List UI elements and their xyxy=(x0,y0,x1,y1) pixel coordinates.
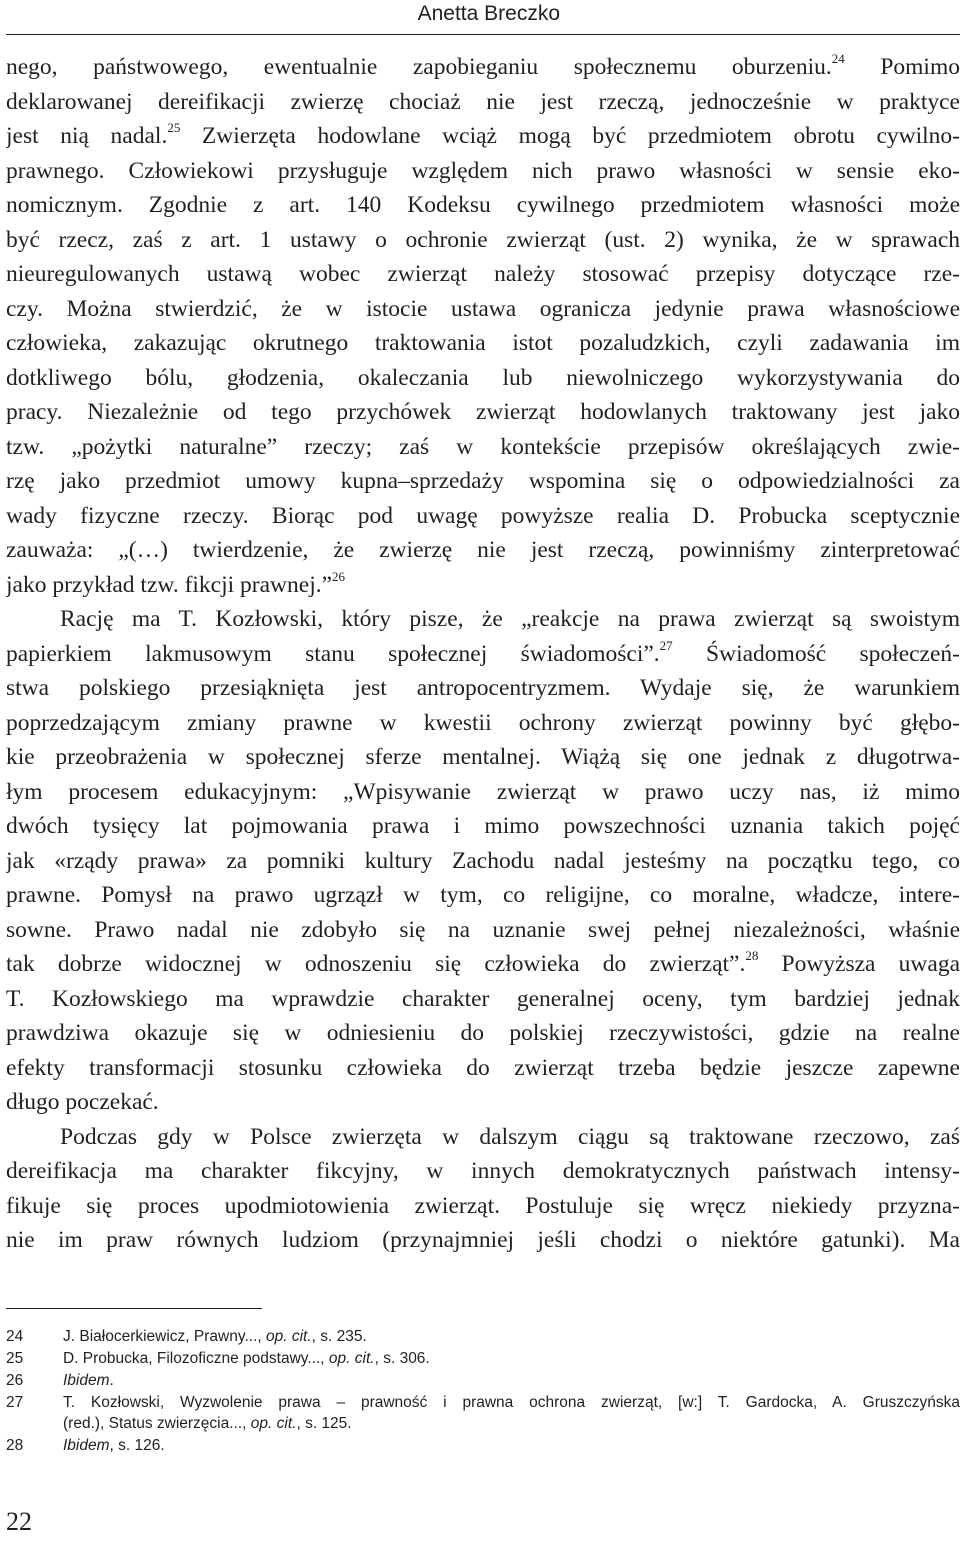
body-line-text: dotkliwego bólu, głodzenia, okaleczania lub niewolniczego wykorzystywania do xyxy=(6,364,960,391)
body-line xyxy=(6,913,960,948)
body-line-text: fikuje się proces upodmiotowienia zwierząt. Postuluje się wręcz niekiedy przyzna- xyxy=(6,1192,960,1219)
footnote-item xyxy=(6,1326,960,1347)
header-rule xyxy=(6,34,960,35)
body-line-text: czy. Można stwierdzić, że w istocie ustawa ogranicza jedynie prawa własnościowe xyxy=(6,295,960,322)
footnote-item xyxy=(6,1435,960,1456)
body-line xyxy=(6,706,960,741)
body-line-text: efekty transformacji stosunku człowieka do zwierząt trzeba będzie jeszcze zapewne xyxy=(6,1054,960,1081)
footnote-reference: 28 xyxy=(745,948,759,964)
footnote-text xyxy=(63,1348,960,1369)
running-head-author: Anetta Breczko xyxy=(417,2,560,25)
body-line xyxy=(6,326,960,361)
body-line-text: papierkiem lakmusowym stanu społecznej świadomości”. xyxy=(6,640,660,667)
body-line xyxy=(6,50,960,85)
body-line-text: Podczas gdy w Polsce zwierzęta w dalszym ciągu są traktowane rzeczowo, zaś xyxy=(60,1123,960,1150)
body-line-text: wady fizyczne rzeczy. Biorąc pod uwagę powyższe realia D. Probucka sceptycznie xyxy=(6,502,960,529)
body-line-text: tak dobrze widocznej w odnoszeniu się człowieka do zwierząt”. xyxy=(6,951,746,977)
body-line-text: T. Kozłowskiego ma wprawdzie charakter generalnej oceny, tym bardziej jednak xyxy=(6,985,960,1012)
body-line-text: tzw. „pożytki naturalne” rzeczy; zaś w kontekście przepisów określających zwie- xyxy=(6,433,960,460)
page-number: 22 xyxy=(6,1507,32,1536)
body-line-text-after: Świadomość społeczeń- xyxy=(672,640,960,667)
body-line-text: nomicznym. Zgodnie z art. 140 Kodeksu cywilnego przedmiotem własności może xyxy=(6,192,960,218)
body-line xyxy=(6,464,960,499)
body-line xyxy=(6,1120,960,1155)
body-line xyxy=(6,602,960,637)
body-line-text: Rację ma T. Kozłowski, który pisze, że „reakcje na prawa zwierząt są swoistym xyxy=(60,606,960,632)
body-line-text: kie przeobrażenia w społecznej sferze mentalnej. Wiążą się one jednak z długotrwa- xyxy=(6,744,960,770)
body-line xyxy=(6,119,960,154)
body-line-text: dereifikacja ma charakter fikcyjny, w innych demokratycznych państwach intensy- xyxy=(6,1158,960,1184)
body-line-text: pracy. Niezależnie od tego przychówek zwierząt hodowlanych traktowany jest jako xyxy=(6,399,960,425)
body-line-text: prawdziwa okazuje się w odniesieniu do polskiej rzeczywistości, gdzie na realne xyxy=(6,1020,960,1046)
body-line-text-after: Powyższa uwaga xyxy=(758,951,960,977)
body-line xyxy=(6,85,960,120)
footnote-text xyxy=(63,1326,960,1347)
footnote-item xyxy=(6,1370,960,1391)
footnotes xyxy=(6,1326,960,1457)
body-line-text: deklarowanej dereifikacji zwierzę chociaż nie jest rzeczą, jednocześnie w praktyce xyxy=(6,88,960,115)
body-line-text-after: Pomimo xyxy=(844,54,960,80)
body-line xyxy=(6,775,960,810)
body-line-text: jako przykład tzw. fikcji prawnej.” xyxy=(6,571,333,598)
body-line xyxy=(6,188,960,223)
body-line xyxy=(6,292,960,327)
body-line-text: nego, państwowego, ewentualnie zapobieganiu społecznemu oburzeniu. xyxy=(6,54,832,80)
footnote-item xyxy=(6,1392,960,1434)
body-line-text: prawnego. Człowiekowi przysługuje względem nich prawo własności w sensie eko- xyxy=(6,157,960,184)
body-line xyxy=(6,637,960,672)
body-line xyxy=(6,947,960,982)
body-line xyxy=(6,499,960,534)
body-line-text: jest nią nadal. xyxy=(6,123,168,149)
body-line-text: stwa polskiego przesiąknięta jest antropocentryzmem. Wydaje się, że warunkiem xyxy=(6,675,960,701)
footnote-item xyxy=(6,1348,960,1369)
body-line xyxy=(6,154,960,189)
body-line-text: prawne. Pomysł na prawo ugrzązł w tym, co religijne, co moralne, władcze, intere- xyxy=(6,882,960,908)
footnote-reference: 24 xyxy=(831,51,845,67)
body-line-text: rzę jako przedmiot umowy kupna–sprzedaży wspomina się o odpowiedzialności za xyxy=(6,468,960,494)
footnote-line: Ibidem. xyxy=(63,1372,114,1389)
body-line xyxy=(6,740,960,775)
body-line xyxy=(6,1154,960,1189)
body-line-text: nieuregulowanych ustawą wobec zwierząt należy stosować przepisy dotyczące rze- xyxy=(6,261,960,287)
body-line xyxy=(6,533,960,568)
body-line-text: zauważa: „(…) twierdzenie, że zwierzę nie jest rzeczą, powinniśmy zinterpretować xyxy=(6,537,960,563)
body-line-text: łym procesem edukacyjnym: „Wpisywanie zwierząt w prawo uczy nas, iż mimo xyxy=(6,778,960,805)
body-line xyxy=(6,1189,960,1224)
body-line-text: jak «rządy prawa» za pomniki kultury Zachodu nadal jesteśmy na początku tego, co xyxy=(6,847,960,874)
body-line xyxy=(6,361,960,396)
body-line-text: nie im praw równych ludziom (przynajmniej jeśli chodzi o niektóre gatunki). Ma xyxy=(6,1227,960,1253)
body-line-text: dwóch tysięcy lat pojmowania prawa i mimo powszechności uznania takich pojęć xyxy=(6,813,960,839)
footnote-rule xyxy=(6,1308,262,1309)
body-line xyxy=(6,1085,960,1120)
body-line-text: poprzedzającym zmiany prawne w kwestii ochrony zwierząt powinny być głębo- xyxy=(6,709,960,736)
footnote-line: J. Białocerkiewicz, Prawny..., op. cit., s. 235. xyxy=(63,1328,367,1345)
running-head-container xyxy=(0,2,560,26)
footnote-text xyxy=(63,1370,960,1391)
footnote-number: 28 xyxy=(6,1437,24,1454)
footnote-text xyxy=(63,1435,960,1456)
footnote-reference: 26 xyxy=(332,568,346,584)
footnote-line: T. Kozłowski, Wyzwolenie prawa – prawność i prawna ochrona zwierząt, [w:] T. Gardocka, A. Gruszczyńska xyxy=(63,1394,960,1411)
body-line-text: człowieka, zakazując okrutnego traktowania istot pozaludzkich, czyli zadawania im xyxy=(6,330,960,356)
body-line-text: długo poczekać. xyxy=(6,1089,159,1115)
footnote-line: Ibidem, s. 126. xyxy=(63,1437,165,1454)
body-line xyxy=(6,257,960,292)
body-line xyxy=(6,809,960,844)
body-line xyxy=(6,395,960,430)
footnote-line: (red.), Status zwierzęcia..., op. cit., s. 125. xyxy=(63,1415,352,1432)
body-line xyxy=(6,568,960,603)
footnote-text xyxy=(63,1392,960,1434)
footnote-number: 25 xyxy=(6,1350,24,1367)
footnote-number: 27 xyxy=(6,1394,24,1411)
body-line-text: sowne. Prawo nadal nie zdobyło się na uznanie swej pełnej niezależności, właśnie xyxy=(6,916,960,943)
footnote-number: 24 xyxy=(6,1328,24,1345)
body-line-text: być rzecz, zaś z art. 1 ustawy o ochronie zwierząt (ust. 2) wynika, że w sprawach xyxy=(6,226,960,253)
body-line-text-after: Zwierzęta hodowlane wciąż mogą być przedmiotem obrotu cywilno- xyxy=(180,123,960,149)
body-line xyxy=(6,223,960,258)
body-line xyxy=(6,844,960,879)
body-line xyxy=(6,1051,960,1086)
body-text xyxy=(6,50,960,1258)
body-line xyxy=(6,430,960,465)
footnote-reference: 27 xyxy=(659,637,673,653)
footnote-number: 26 xyxy=(6,1372,24,1389)
body-line xyxy=(6,671,960,706)
footnote-line: D. Probucka, Filozoficzne podstawy..., op. cit., s. 306. xyxy=(63,1350,430,1367)
body-line xyxy=(6,1223,960,1258)
body-line xyxy=(6,982,960,1017)
body-line xyxy=(6,878,960,913)
footnote-reference: 25 xyxy=(167,120,181,136)
body-line xyxy=(6,1016,960,1051)
